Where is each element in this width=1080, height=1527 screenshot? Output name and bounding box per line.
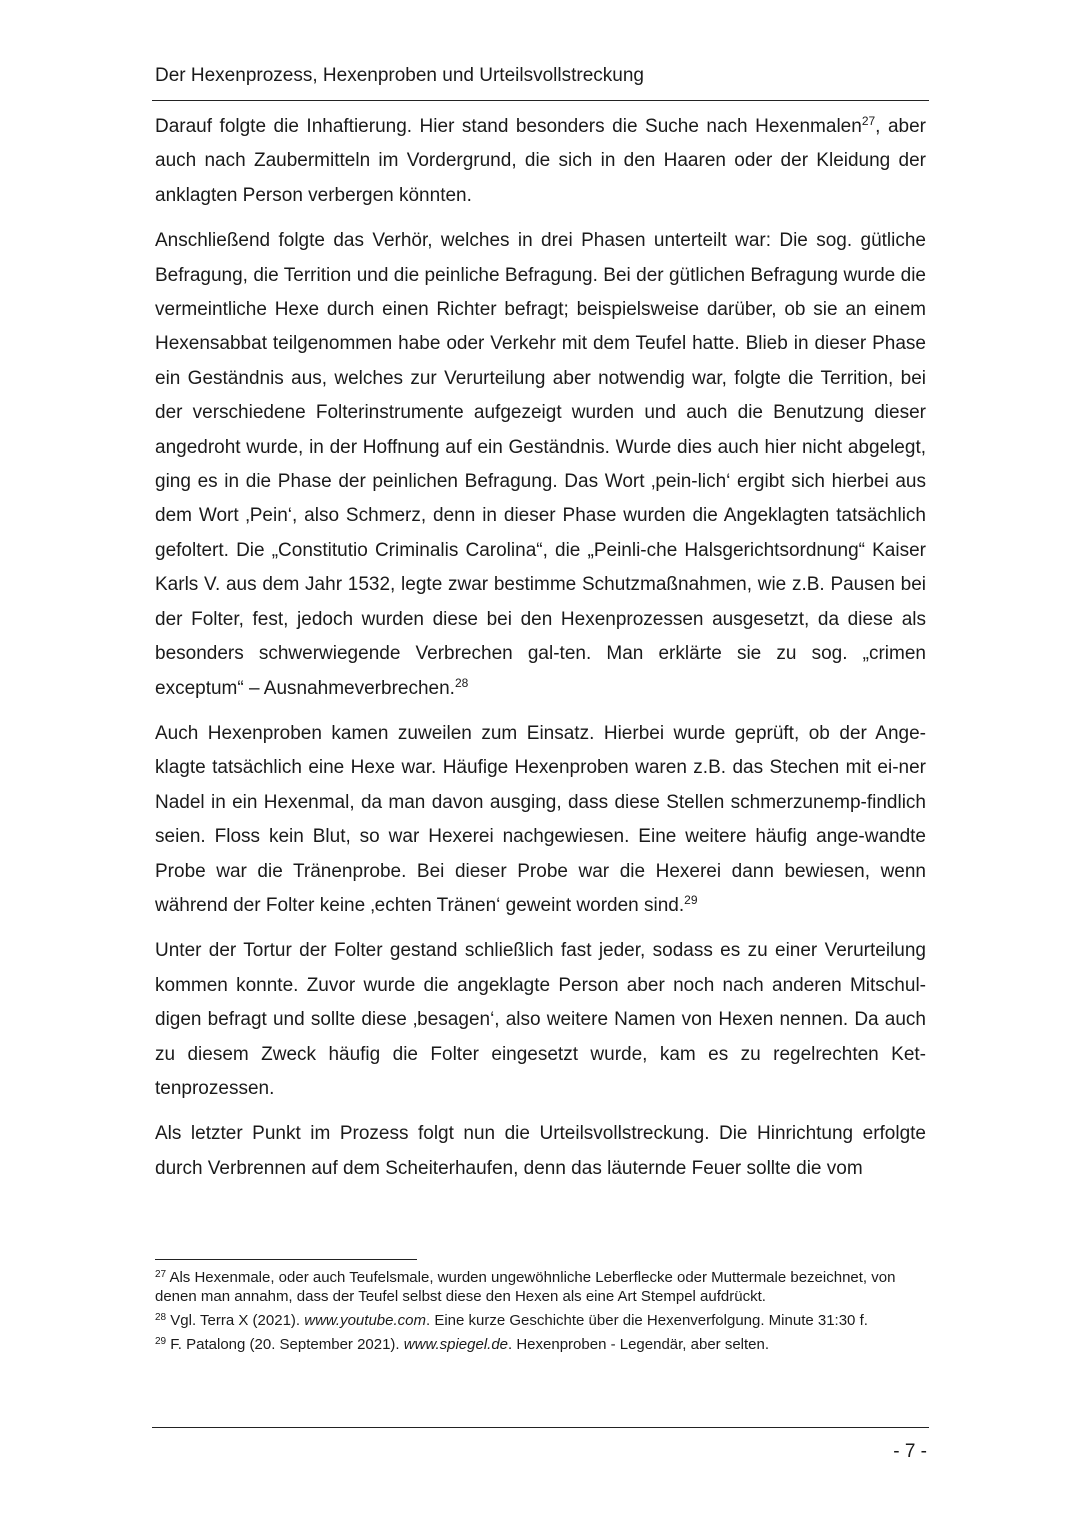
footnote-reference[interactable]: 27	[861, 114, 876, 128]
footnotes	[155, 1268, 926, 1359]
footnote-29	[155, 1335, 926, 1354]
paragraph-2	[155, 224, 926, 706]
page-number: - 7 -	[893, 1441, 927, 1462]
footnote-reference[interactable]: 28	[454, 675, 469, 690]
header-divider	[152, 100, 929, 101]
footnote-text: F. Patalong (20. September 2021).	[166, 1336, 404, 1353]
footnote-number: 28	[155, 1312, 167, 1323]
paragraph-text: Darauf folgte die Inhaftierung. Hier stand besonders die Suche nach Hexenmalen	[155, 116, 862, 137]
footnote-text: . Hexenproben - Legendär, aber selten.	[508, 1336, 770, 1353]
footnote-text: Als Hexenmale, oder auch Teufelsmale, wurden ungewöhnliche Leberflecke oder Muttermale bezeichnet, von denen man annahm, dass der Teufel selbst diese den Hexen als eine Art Stempel aufdrückt.	[155, 1269, 896, 1305]
paragraph-5	[155, 1117, 926, 1186]
footnote-divider	[155, 1259, 417, 1260]
body-text	[155, 110, 926, 1197]
footer-divider	[152, 1427, 929, 1428]
paragraph-text: , aber auch nach Zaubermitteln im Vordergrund, die sich in den Haaren oder der Kleidung der anklagten Person verbergen könnten.	[155, 116, 926, 206]
footnote-source-link[interactable]: www.youtube.com	[304, 1312, 426, 1329]
paragraph-3	[155, 717, 926, 923]
footnote-source-link[interactable]: www.spiegel.de	[403, 1336, 509, 1353]
paragraph-text: Anschließend folgte das Verhör, welches in drei Phasen unterteilt war: Die sog. gütliche Befragung, die Territion und die peinliche Befragung. Bei der gütlichen Befragung wurde die vermeintliche Hexe durch einen Richter befragt; beispielsweise darüber, ob sie an einem Hexensabbat teilgenommen habe oder Verkehr mit dem Teufel hatte. Blieb in dieser Phase ein Geständnis aus, welches zur Verurteilung aber notwendig war, folgte die Territion, bei der verschiedene Folterinstrumente aufgezeigt wurden und auch die Benutzung dieser angedroht wurde, in der Hoffnung auf ein Geständnis. Wurde dies auch hier nicht abgelegt, ging es in die Phase der peinlichen Befragung. Das Wort ‚pein-lich‘ ergibt sich hierbei aus dem Wort ‚Pein‘, also Schmerz, denn in dieser Phase wurden die Angeklagten tatsächlich gefoltert. Die „Constitutio Criminalis Carolina“, die „Peinli-che Halsgerichtsordnung“ Kaiser Karls V. aus dem Jahr 1532, legte zwar bestimme Schutzmaßnahmen, wie z.B. Pausen bei der Folter, fest, jedoch wurden diese bei den Hexenprozessen ausgesetzt, da diese als besonders schwerwiegende Verbrechen gal-ten. Man erklärte sie zu sog. „crimen exceptum“ – Ausnahmeverbrechen.	[155, 230, 926, 699]
paragraph-text: Unter der Tortur der Folter gestand schließlich fast jeder, sodass es zu einer Verurteilung kommen konnte. Zuvor wurde die angeklagte Person aber noch nach anderen Mitschul-digen befragt und sollte diese ‚besagen‘, also weitere Namen von Hexen nennen. Da auch zu diesem Zweck häufig die Folter eingesetzt wurde, kam es zu regelrechten Ket-tenprozessen.	[155, 940, 926, 1099]
footnote-reference[interactable]: 29	[684, 892, 698, 907]
paragraph-text: Auch Hexenproben kamen zuweilen zum Einsatz. Hierbei wurde geprüft, ob der Ange-klagte tatsächlich eine Hexe war. Häufige Hexenproben waren z.B. das Stechen mit ei-ner Nadel in ein Hexenmal, da man davon ausging, dass diese Stellen schmerzunemp-findlich seien. Floss kein Blut, so war Hexerei nachgewiesen. Eine weitere häufig ange-wandte Probe war die Tränenprobe. Bei dieser Probe war die Hexerei dann bewiesen, wenn während der Folter keine ‚echten Tränen‘ geweint worden sind.	[155, 722, 926, 916]
paragraph-1	[155, 110, 926, 213]
footnote-text: . Eine kurze Geschichte über die Hexenverfolgung. Minute 31:30 f.	[425, 1312, 868, 1329]
footnote-text: Vgl. Terra X (2021).	[166, 1312, 305, 1329]
footnote-27	[155, 1268, 926, 1306]
footnote-28	[155, 1311, 926, 1330]
footnote-number: 29	[155, 1336, 167, 1347]
footnote-number: 27	[155, 1269, 167, 1280]
running-header: Der Hexenprozess, Hexenproben und Urteilsvollstreckung	[155, 65, 644, 86]
paragraph-4	[155, 934, 926, 1106]
paragraph-text: Als letzter Punkt im Prozess folgt nun die Urteilsvollstreckung. Die Hinrichtung erfolgte durch Verbrennen auf dem Scheiterhaufen, denn das läuternde Feuer sollte die vom	[155, 1123, 926, 1179]
